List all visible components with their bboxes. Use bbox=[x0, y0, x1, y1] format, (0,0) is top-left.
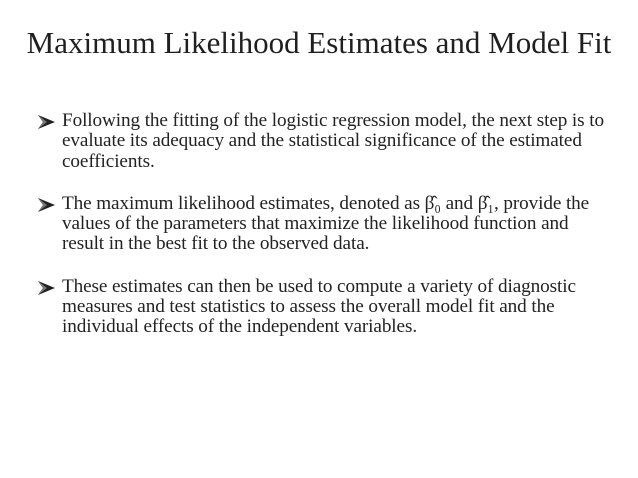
bullet-item bbox=[38, 194, 613, 255]
arrow-bullet-icon bbox=[38, 281, 55, 295]
arrow-bullet-icon bbox=[38, 198, 55, 212]
bullet-item bbox=[38, 277, 613, 338]
slide-title: Maximum Likelihood Estimates and Model Fit bbox=[26, 25, 612, 60]
bullet-text: Following the fitting of the logistic regression model, the next step is to evaluate its adequacy and the statistical significance of the estimated coefficients. bbox=[62, 110, 604, 172]
bullet-item bbox=[38, 111, 613, 172]
bullet-text: These estimates can then be used to compute a variety of diagnostic measures and test statistics to assess the overall model fit and the individual effects of the independent variables. bbox=[62, 275, 576, 338]
bullet-list bbox=[38, 111, 613, 338]
bullet-text: The maximum likelihood estimates, denoted as β̂₀ and β̂₁, provide the values of the parameters that maximize the likelihood function and result in the best fit to the observed data. bbox=[62, 192, 590, 255]
arrow-bullet-icon bbox=[38, 115, 55, 129]
